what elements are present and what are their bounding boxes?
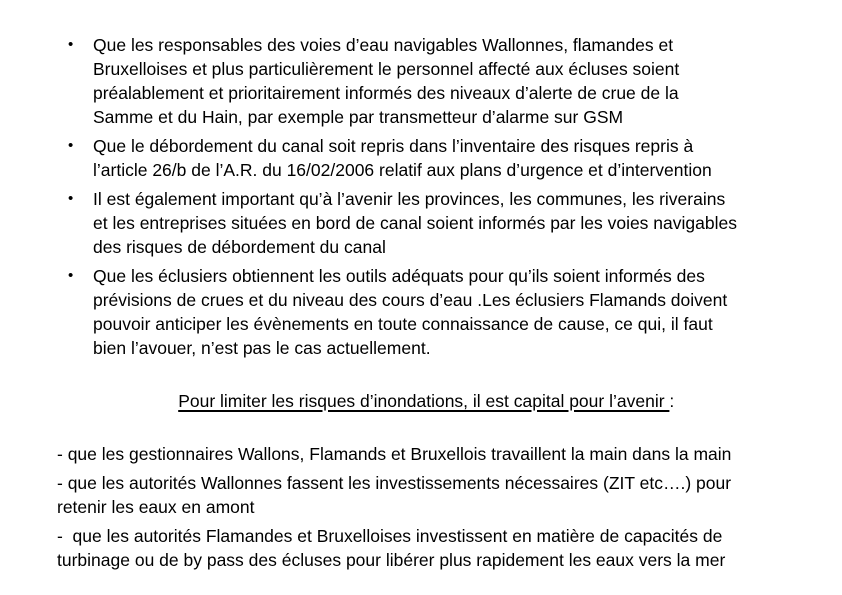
text-line: bien l’avouer, n’est pas le cas actuellement. [93,338,431,358]
bullet-icon: • [68,267,74,284]
bullet-icon: • [68,36,74,53]
text-line: Samme et du Hain, par exemple par transmetteur d’alarme sur GSM [93,107,624,127]
text-line: Bruxelloises et plus particulièrement le personnel affecté aux écluses soient [93,59,680,79]
text-line: - que les autorités Flamandes et Bruxelloises investissent en matière de capacités de [57,526,723,546]
text-line: des risques de débordement du canal [93,237,386,257]
bullet-text [93,33,806,129]
section-heading [149,365,806,437]
text-line: retenir les eaux en amont [57,497,255,517]
text-line: prévisions de crues et du niveau des cours d’eau .Les éclusiers Flamands doivent [93,290,728,310]
text-line: et les entreprises situées en bord de canal soient informés par les voies navigables [93,213,737,233]
text-line: pouvoir anticiper les évènements en toute connaissance de cause, ce qui, il faut [93,314,713,334]
dash-paragraph [57,471,806,519]
text-line: préalablement et prioritairement informés des niveaux d’alerte de crue de la [93,83,679,103]
bullet-icon: • [68,137,74,154]
text-line: Que les éclusiers obtiennent les outils adéquats pour qu’ils soient informés des [93,266,705,286]
dash-paragraph [57,524,806,572]
bullet-text [93,134,806,182]
text-line: Il est également important qu’à l’avenir les provinces, les communes, les riverains [93,189,726,209]
bullet-text [93,264,806,360]
bullet-icon: • [68,190,74,207]
dash-paragraph [57,442,806,466]
heading-colon: : [669,391,675,411]
text-line: Que les responsables des voies d’eau navigables Wallonnes, flamandes et [93,35,674,55]
text-line: - que les autorités Wallonnes fassent les investissements nécessaires (ZIT etc….) pour [57,473,732,493]
heading-underlined-text: Pour limiter les risques d’inondations, il est capital pour l’avenir [178,391,670,411]
text-line: Que le débordement du canal soit repris dans l’inventaire des risques repris à [93,136,694,156]
bullet-text [93,187,806,259]
bullet-paragraph [57,33,806,129]
text-line: turbinage ou de by pass des écluses pour libérer plus rapidement les eaux vers la mer [57,550,726,570]
text-line: l’article 26/b de l’A.R. du 16/02/2006 relatif aux plans d’urgence et d’intervention [93,160,712,180]
text-line: - que les gestionnaires Wallons, Flamands et Bruxellois travaillent la main dans la main [57,444,732,464]
bullet-paragraph [57,134,806,182]
bullet-paragraph [57,187,806,259]
bullet-paragraph [57,264,806,360]
